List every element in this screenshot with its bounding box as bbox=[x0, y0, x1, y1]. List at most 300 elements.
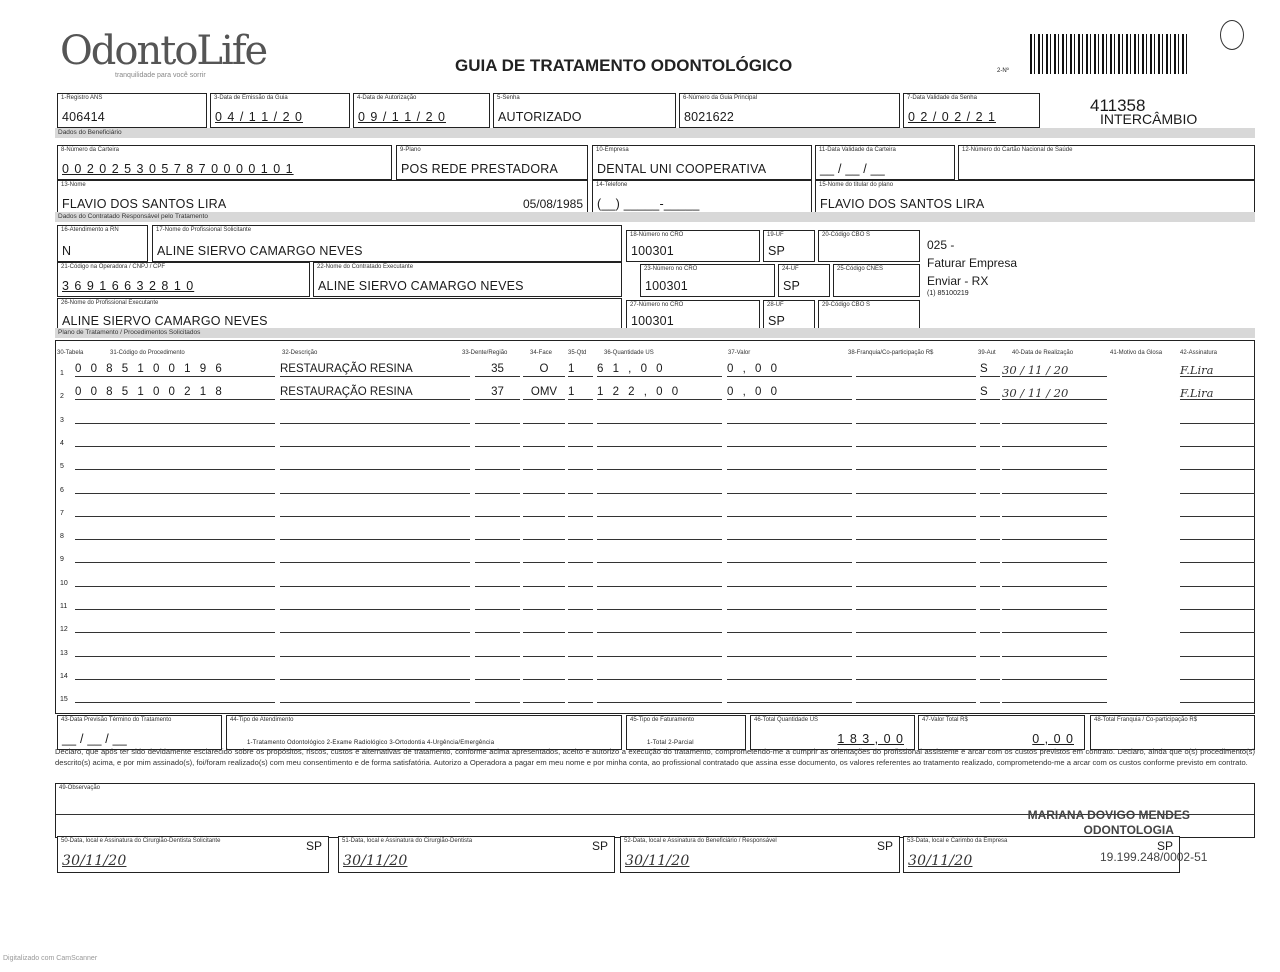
field-value: ALINE SIERVO CAMARGO NEVES bbox=[157, 244, 363, 258]
cell-qty[interactable] bbox=[568, 503, 593, 517]
cell-franquia[interactable] bbox=[856, 689, 976, 703]
cell-num: 6 bbox=[60, 486, 64, 494]
signature-uf: SP bbox=[591, 839, 608, 853]
cell-date[interactable] bbox=[1002, 619, 1107, 633]
cell-franquia[interactable] bbox=[856, 503, 976, 517]
cell-sign[interactable] bbox=[1180, 503, 1255, 517]
cell-us[interactable]: 6 1 , 0 0 bbox=[597, 363, 722, 377]
cell-tooth[interactable]: 37 bbox=[475, 386, 520, 400]
field-label: 14-Telefone bbox=[596, 182, 628, 188]
column-header: 37-Valor bbox=[728, 350, 751, 356]
cell-sign[interactable] bbox=[1180, 643, 1255, 657]
field-label: 22-Nome do Contratado Executante bbox=[317, 264, 414, 270]
column-header: 42-Assinatura bbox=[1180, 350, 1218, 356]
field-value: 8021622 bbox=[684, 110, 735, 124]
field-row1-5[interactable] bbox=[903, 93, 1040, 128]
cell-date[interactable] bbox=[1002, 410, 1107, 424]
field-contratado-9[interactable] bbox=[833, 264, 920, 297]
cell-aut[interactable] bbox=[980, 643, 1000, 657]
field-label: 46-Total Quantidade US bbox=[754, 717, 819, 723]
field-label: 48-Total Franquia / Co-participação R$ bbox=[1094, 717, 1198, 723]
cell-qty[interactable] bbox=[568, 666, 593, 680]
cell-num: 7 bbox=[60, 509, 64, 517]
cell-date[interactable] bbox=[1002, 433, 1107, 447]
table-row[interactable] bbox=[0, 498, 1280, 520]
cell-date[interactable] bbox=[1002, 480, 1107, 494]
field-row1-0[interactable] bbox=[57, 93, 207, 128]
table-row[interactable] bbox=[0, 451, 1280, 473]
cell-tooth[interactable] bbox=[475, 689, 520, 703]
table-row[interactable] bbox=[0, 358, 1280, 380]
cell-code[interactable] bbox=[75, 596, 275, 610]
cell-face[interactable]: O bbox=[523, 363, 565, 377]
table-row[interactable] bbox=[0, 381, 1280, 403]
cell-sign[interactable] bbox=[1180, 619, 1255, 633]
field-value: 100301 bbox=[631, 244, 674, 258]
field-label: 23-Número no CRO bbox=[644, 266, 698, 272]
cell-franquia[interactable] bbox=[856, 643, 976, 657]
field-row1-2[interactable] bbox=[353, 93, 490, 128]
table-row[interactable] bbox=[0, 521, 1280, 543]
cell-franquia[interactable] bbox=[856, 480, 976, 494]
cell-tooth[interactable] bbox=[475, 666, 520, 680]
cell-valor[interactable] bbox=[727, 410, 852, 424]
cell-us[interactable] bbox=[597, 410, 722, 424]
cell-aut[interactable] bbox=[980, 666, 1000, 680]
cell-tooth[interactable] bbox=[475, 549, 520, 563]
cell-valor[interactable]: 0 , 0 0 bbox=[727, 386, 852, 400]
cell-tooth[interactable] bbox=[475, 503, 520, 517]
cell-tooth[interactable] bbox=[475, 619, 520, 633]
cell-valor[interactable] bbox=[727, 456, 852, 470]
section-beneficiario: Dados do Beneficiário bbox=[55, 128, 1255, 138]
cell-sign[interactable] bbox=[1180, 456, 1255, 470]
cell-desc[interactable] bbox=[280, 666, 470, 680]
field-row1-1[interactable] bbox=[210, 93, 350, 128]
cell-code[interactable] bbox=[75, 456, 275, 470]
field-contratado-10[interactable] bbox=[57, 298, 622, 332]
ref-type: INTERCÂMBIO bbox=[1100, 111, 1198, 127]
cell-sign[interactable] bbox=[1180, 689, 1255, 703]
field-contratado-0[interactable] bbox=[57, 225, 148, 262]
cell-face[interactable] bbox=[523, 433, 565, 447]
field-label: 29-Código CBO S bbox=[822, 302, 871, 308]
cell-face[interactable] bbox=[523, 619, 565, 633]
cell-tooth[interactable] bbox=[475, 573, 520, 587]
cell-franquia[interactable] bbox=[856, 386, 976, 400]
handwritten-mark bbox=[1220, 20, 1244, 50]
cell-aut[interactable] bbox=[980, 456, 1000, 470]
field-label: 17-Nome do Profissional Solicitante bbox=[156, 227, 252, 233]
cell-sign[interactable]: F.Lira bbox=[1180, 363, 1255, 377]
cell-desc[interactable] bbox=[280, 433, 470, 447]
signature-date: 30/11/20 bbox=[908, 853, 973, 869]
cell-date[interactable] bbox=[1002, 643, 1107, 657]
field-value: FLAVIO DOS SANTOS LIRA bbox=[820, 197, 985, 211]
field-value: SP bbox=[768, 244, 786, 258]
column-header: 40-Data de Realização bbox=[1012, 350, 1074, 356]
cell-qty[interactable] bbox=[568, 433, 593, 447]
field-label: 25-Código CNES bbox=[837, 266, 884, 272]
table-row[interactable] bbox=[0, 684, 1280, 706]
field-value: ALINE SIERVO CAMARGO NEVES bbox=[318, 279, 524, 293]
cell-qty[interactable] bbox=[568, 480, 593, 494]
cell-us[interactable] bbox=[597, 549, 722, 563]
cell-sign[interactable]: F.Lira bbox=[1180, 386, 1255, 400]
field-contratado-1[interactable] bbox=[152, 225, 622, 262]
field-value: 1-Tratamento Odontológico 2-Exame Radiológico 3-Ortodontia 4-Urgência/Emergência bbox=[247, 740, 495, 746]
cell-valor[interactable] bbox=[727, 433, 852, 447]
cell-date[interactable] bbox=[1002, 666, 1107, 680]
cell-us[interactable] bbox=[597, 526, 722, 540]
field-beneficiario-1[interactable] bbox=[396, 145, 588, 180]
cell-aut[interactable] bbox=[980, 410, 1000, 424]
cell-aut[interactable] bbox=[980, 526, 1000, 540]
side-note: Enviar - RX bbox=[927, 274, 989, 288]
cell-num: 5 bbox=[60, 463, 64, 471]
cell-face[interactable] bbox=[523, 666, 565, 680]
cell-sign[interactable] bbox=[1180, 433, 1255, 447]
cell-tooth[interactable] bbox=[475, 410, 520, 424]
table-row[interactable] bbox=[0, 638, 1280, 660]
field-beneficiario-5[interactable] bbox=[57, 180, 588, 215]
field-value: 3 6 9 1 6 6 3 2 8 1 0 bbox=[62, 279, 195, 293]
cell-num: 10 bbox=[60, 579, 68, 587]
field-total-4[interactable] bbox=[918, 715, 1085, 750]
field-label: 3-Data de Emissão da Guia bbox=[214, 95, 288, 101]
cell-valor[interactable] bbox=[727, 596, 852, 610]
cell-num: 3 bbox=[60, 416, 64, 424]
cell-sign[interactable] bbox=[1180, 526, 1255, 540]
cell-aut[interactable]: S bbox=[980, 386, 1000, 400]
cell-qty[interactable] bbox=[568, 549, 593, 563]
cell-qty[interactable] bbox=[568, 596, 593, 610]
cell-code[interactable] bbox=[75, 526, 275, 540]
field-label: 53-Data, local e Carimbo da Empresa bbox=[907, 838, 1008, 844]
cell-code[interactable] bbox=[75, 573, 275, 587]
cell-valor[interactable] bbox=[727, 503, 852, 517]
table-row[interactable] bbox=[0, 405, 1280, 427]
signature-uf: SP bbox=[305, 839, 322, 853]
cell-desc[interactable] bbox=[280, 619, 470, 633]
signature-uf: SP bbox=[1156, 839, 1173, 853]
table-row[interactable] bbox=[0, 475, 1280, 497]
cell-sign[interactable] bbox=[1180, 666, 1255, 680]
cell-desc[interactable] bbox=[280, 503, 470, 517]
cell-us[interactable] bbox=[597, 596, 722, 610]
observacao-label: 49-Observação bbox=[59, 785, 101, 791]
field-value: __ / __ / __ bbox=[62, 732, 127, 746]
cell-us[interactable] bbox=[597, 619, 722, 633]
cell-date[interactable] bbox=[1002, 526, 1107, 540]
cell-code[interactable] bbox=[75, 689, 275, 703]
cell-valor[interactable] bbox=[727, 549, 852, 563]
field-label: 21-Código na Operadora / CNPJ / CPF bbox=[61, 264, 166, 270]
side-notes bbox=[927, 236, 1017, 298]
cell-valor[interactable] bbox=[727, 619, 852, 633]
field-label: 19-UF bbox=[767, 232, 784, 238]
cell-tooth[interactable] bbox=[475, 526, 520, 540]
field-row1-3[interactable] bbox=[493, 93, 676, 128]
cell-date[interactable] bbox=[1002, 549, 1107, 563]
cell-date[interactable] bbox=[1002, 689, 1107, 703]
field-label: 7-Data Validade da Senha bbox=[907, 95, 977, 101]
cell-code[interactable] bbox=[75, 619, 275, 633]
cell-us[interactable] bbox=[597, 456, 722, 470]
field-total-1[interactable] bbox=[226, 715, 622, 750]
cell-qty[interactable]: 1 bbox=[568, 386, 593, 400]
field-label: 20-Código CBO S bbox=[822, 232, 871, 238]
field-beneficiario-6[interactable] bbox=[592, 180, 812, 215]
signature-uf: SP bbox=[876, 839, 893, 853]
field-row1-4[interactable] bbox=[679, 93, 900, 128]
field-value: POS REDE PRESTADORA bbox=[401, 162, 559, 176]
field-label: 47-Valor Total R$ bbox=[922, 717, 968, 723]
signature-date: 30/11/20 bbox=[343, 853, 408, 869]
declaration-text: Declaro, que após ter sido devidamente esclarecido sobre os propósitos, riscos, custos e alternativas de tratamento, conforme acima apresentados, aceito e autorizo a execução do tratamento, comprometendo-me a cumprir as orientações do profissional assistente e arcar com os custos previstos em contrato. Declaro, ainda que o(s) procedimento(s) descrito(s) acima, e por mim assinado(s), foi/foram realizado(s) com meu consentimento e de forma satisfatória. Autorizo a Operadora a pagar em meu nome e por minha conta, ao profissional contratado que assina esse documento, os valores referentes ao tratamento realizado, comprometendo-me a arcar com os custos conforme previsto em contrato. bbox=[55, 747, 1255, 767]
cell-num: 13 bbox=[60, 649, 68, 657]
field-beneficiario-0[interactable] bbox=[57, 145, 392, 180]
cell-date[interactable]: 30 / 11 / 20 bbox=[1002, 363, 1107, 377]
cell-sign[interactable] bbox=[1180, 410, 1255, 424]
cell-franquia[interactable] bbox=[856, 433, 976, 447]
field-contratado-6[interactable] bbox=[313, 262, 622, 297]
cell-code[interactable] bbox=[75, 643, 275, 657]
cell-face[interactable] bbox=[523, 480, 565, 494]
barcode bbox=[1030, 34, 1190, 74]
field-contratado-3[interactable] bbox=[763, 230, 815, 262]
side-note: 025 - bbox=[927, 238, 955, 252]
cell-valor[interactable] bbox=[727, 643, 852, 657]
column-header: 35-Qtd bbox=[568, 350, 587, 356]
cell-franquia[interactable] bbox=[856, 619, 976, 633]
cell-qty[interactable] bbox=[568, 619, 593, 633]
cell-face[interactable] bbox=[523, 526, 565, 540]
cell-face[interactable] bbox=[523, 643, 565, 657]
field-value: 0 9 / 1 1 / 2 0 bbox=[358, 110, 446, 124]
field-value: (__) _____-_____ bbox=[597, 197, 700, 211]
cell-code[interactable] bbox=[75, 433, 275, 447]
cell-sign[interactable] bbox=[1180, 549, 1255, 563]
cell-date[interactable]: 30 / 11 / 20 bbox=[1002, 386, 1107, 400]
cell-us[interactable] bbox=[597, 573, 722, 587]
signature-date: 30/11/20 bbox=[625, 853, 690, 869]
cell-desc[interactable] bbox=[280, 573, 470, 587]
field-beneficiario-7[interactable] bbox=[815, 180, 1255, 215]
cell-face[interactable] bbox=[523, 689, 565, 703]
cell-desc[interactable] bbox=[280, 456, 470, 470]
cell-code[interactable] bbox=[75, 480, 275, 494]
cell-face[interactable]: OMV bbox=[523, 386, 565, 400]
cell-num: 9 bbox=[60, 556, 64, 564]
side-note: Faturar Empresa bbox=[927, 256, 1018, 270]
cell-aut[interactable] bbox=[980, 549, 1000, 563]
cell-franquia[interactable] bbox=[856, 526, 976, 540]
signature-field-50[interactable] bbox=[57, 836, 329, 873]
field-label: 9-Plano bbox=[400, 147, 421, 153]
cell-us[interactable] bbox=[597, 689, 722, 703]
cell-code[interactable]: 0 0 8 5 1 0 0 1 9 6 bbox=[75, 363, 275, 377]
cell-valor[interactable] bbox=[727, 480, 852, 494]
cell-us[interactable] bbox=[597, 433, 722, 447]
cell-us[interactable] bbox=[597, 480, 722, 494]
cell-tooth[interactable] bbox=[475, 433, 520, 447]
cell-valor[interactable] bbox=[727, 526, 852, 540]
field-contratado-2[interactable] bbox=[626, 230, 760, 262]
field-label: 4-Data de Autorização bbox=[357, 95, 417, 101]
cell-num: 11 bbox=[60, 603, 68, 610]
cell-desc[interactable]: RESTAURAÇÃO RESINA bbox=[280, 363, 470, 377]
cell-desc[interactable] bbox=[280, 480, 470, 494]
cell-sign[interactable] bbox=[1180, 480, 1255, 494]
signature-field-52[interactable] bbox=[620, 836, 900, 873]
cell-valor[interactable] bbox=[727, 666, 852, 680]
cell-qty[interactable]: 1 bbox=[568, 363, 593, 377]
signature-field-51[interactable] bbox=[338, 836, 615, 873]
cell-qty[interactable] bbox=[568, 456, 593, 470]
cell-aut[interactable] bbox=[980, 596, 1000, 610]
cell-qty[interactable] bbox=[568, 573, 593, 587]
cell-us[interactable]: 1 2 2 , 0 0 bbox=[597, 386, 722, 400]
field-total-3[interactable] bbox=[750, 715, 915, 750]
cell-franquia[interactable] bbox=[856, 410, 976, 424]
cell-franquia[interactable] bbox=[856, 573, 976, 587]
field-label: 27-Número no CRO bbox=[630, 302, 684, 308]
cell-face[interactable] bbox=[523, 573, 565, 587]
cell-qty[interactable] bbox=[568, 643, 593, 657]
cell-franquia[interactable] bbox=[856, 456, 976, 470]
cell-aut[interactable] bbox=[980, 433, 1000, 447]
stamp-dept: ODONTOLOGIA bbox=[1083, 823, 1174, 837]
field-contratado-4[interactable] bbox=[818, 230, 920, 262]
field-label: 52-Data, local e Assinatura do Beneficiário / Responsável bbox=[624, 838, 777, 844]
cell-franquia[interactable] bbox=[856, 549, 976, 563]
column-header: 39-Aut bbox=[978, 350, 996, 356]
field-beneficiario-2[interactable] bbox=[592, 145, 812, 180]
column-header: 41-Motivo da Glosa bbox=[1110, 350, 1163, 356]
cell-aut[interactable] bbox=[980, 619, 1000, 633]
cell-face[interactable] bbox=[523, 596, 565, 610]
cell-valor[interactable] bbox=[727, 689, 852, 703]
cell-sign[interactable] bbox=[1180, 596, 1255, 610]
cell-face[interactable] bbox=[523, 456, 565, 470]
field-label: 16-Atendimento a RN bbox=[61, 227, 119, 233]
cell-aut[interactable] bbox=[980, 503, 1000, 517]
cell-us[interactable] bbox=[597, 643, 722, 657]
field-label: 43-Data Previsão Término do Tratamento bbox=[61, 717, 172, 723]
column-header: 36-Quantidade US bbox=[604, 350, 654, 356]
cell-tooth[interactable] bbox=[475, 596, 520, 610]
cell-desc[interactable] bbox=[280, 410, 470, 424]
field-label: 28-UF bbox=[767, 302, 784, 308]
table-row[interactable] bbox=[0, 544, 1280, 566]
table-row[interactable] bbox=[0, 428, 1280, 450]
cell-tooth[interactable]: 35 bbox=[475, 363, 520, 377]
field-beneficiario-4[interactable] bbox=[958, 145, 1255, 180]
cell-qty[interactable] bbox=[568, 410, 593, 424]
field-value: __ / __ / __ bbox=[820, 162, 885, 176]
birth-date: 05/08/1985 bbox=[522, 197, 583, 211]
cell-date[interactable] bbox=[1002, 503, 1107, 517]
cell-code[interactable] bbox=[75, 666, 275, 680]
field-label: 51-Data, local e Assinatura do Cirurgião-Dentista bbox=[342, 838, 473, 844]
cell-desc[interactable] bbox=[280, 689, 470, 703]
cell-tooth[interactable] bbox=[475, 480, 520, 494]
guide-no-label: 2-Nº bbox=[997, 68, 1009, 74]
cell-aut[interactable]: S bbox=[980, 363, 1000, 377]
scanner-footer: Digitalizado com CamScanner bbox=[3, 955, 98, 962]
field-contratado-8[interactable] bbox=[778, 264, 830, 297]
table-row[interactable] bbox=[0, 591, 1280, 613]
field-value: 406414 bbox=[62, 110, 105, 124]
cell-desc[interactable] bbox=[280, 643, 470, 657]
field-beneficiario-3[interactable] bbox=[815, 145, 955, 180]
table-row[interactable] bbox=[0, 661, 1280, 683]
cell-desc[interactable] bbox=[280, 596, 470, 610]
cell-tooth[interactable] bbox=[475, 456, 520, 470]
cell-aut[interactable] bbox=[980, 480, 1000, 494]
cell-qty[interactable] bbox=[568, 526, 593, 540]
cell-face[interactable] bbox=[523, 549, 565, 563]
cell-date[interactable] bbox=[1002, 456, 1107, 470]
table-row[interactable] bbox=[0, 568, 1280, 590]
cell-valor[interactable]: 0 , 0 0 bbox=[727, 363, 852, 377]
field-label: 15-Nome do titular do plano bbox=[819, 182, 894, 188]
field-value: 0 2 / 0 2 / 2 1 bbox=[908, 110, 996, 124]
cell-desc[interactable] bbox=[280, 549, 470, 563]
field-label: 5-Senha bbox=[497, 95, 520, 101]
cell-face[interactable] bbox=[523, 503, 565, 517]
cell-face[interactable] bbox=[523, 410, 565, 424]
cell-desc[interactable] bbox=[280, 526, 470, 540]
field-value: AUTORIZADO bbox=[498, 110, 582, 124]
cell-code[interactable] bbox=[75, 549, 275, 563]
cell-code[interactable] bbox=[75, 503, 275, 517]
cell-franquia[interactable] bbox=[856, 666, 976, 680]
field-label: 18-Número no CRO bbox=[630, 232, 684, 238]
field-label: 50-Data, local e Assinatura do Cirurgião-Dentista Solicitante bbox=[61, 838, 221, 844]
cell-date[interactable] bbox=[1002, 596, 1107, 610]
field-total-2[interactable] bbox=[626, 715, 746, 750]
field-value: 0 0 2 0 2 5 3 0 5 7 8 7 0 0 0 0 1 0 1 bbox=[62, 162, 294, 176]
cell-tooth[interactable] bbox=[475, 643, 520, 657]
column-header: 32-Descrição bbox=[282, 350, 318, 356]
field-contratado-7[interactable] bbox=[640, 264, 775, 297]
cell-code[interactable]: 0 0 8 5 1 0 0 2 1 8 bbox=[75, 386, 275, 400]
cell-us[interactable] bbox=[597, 503, 722, 517]
cell-num: 12 bbox=[60, 626, 68, 634]
field-label: 24-UF bbox=[782, 266, 799, 272]
cell-date[interactable] bbox=[1002, 573, 1107, 587]
cell-aut[interactable] bbox=[980, 689, 1000, 703]
logo-tagline: tranquilidade para você sorrir bbox=[115, 72, 206, 79]
cell-franquia[interactable] bbox=[856, 363, 976, 377]
field-value: 0 4 / 1 1 / 2 0 bbox=[215, 110, 303, 124]
cell-us[interactable] bbox=[597, 666, 722, 680]
cell-valor[interactable] bbox=[727, 573, 852, 587]
field-value: SP bbox=[768, 314, 786, 328]
field-total-0[interactable] bbox=[57, 715, 222, 750]
cell-qty[interactable] bbox=[568, 689, 593, 703]
cell-code[interactable] bbox=[75, 410, 275, 424]
cell-sign[interactable] bbox=[1180, 573, 1255, 587]
cell-franquia[interactable] bbox=[856, 596, 976, 610]
table-row[interactable] bbox=[0, 614, 1280, 636]
field-total-5[interactable] bbox=[1090, 715, 1255, 750]
cell-desc[interactable]: RESTAURAÇÃO RESINA bbox=[280, 386, 470, 400]
field-contratado-5[interactable] bbox=[57, 262, 310, 297]
cell-aut[interactable] bbox=[980, 573, 1000, 587]
